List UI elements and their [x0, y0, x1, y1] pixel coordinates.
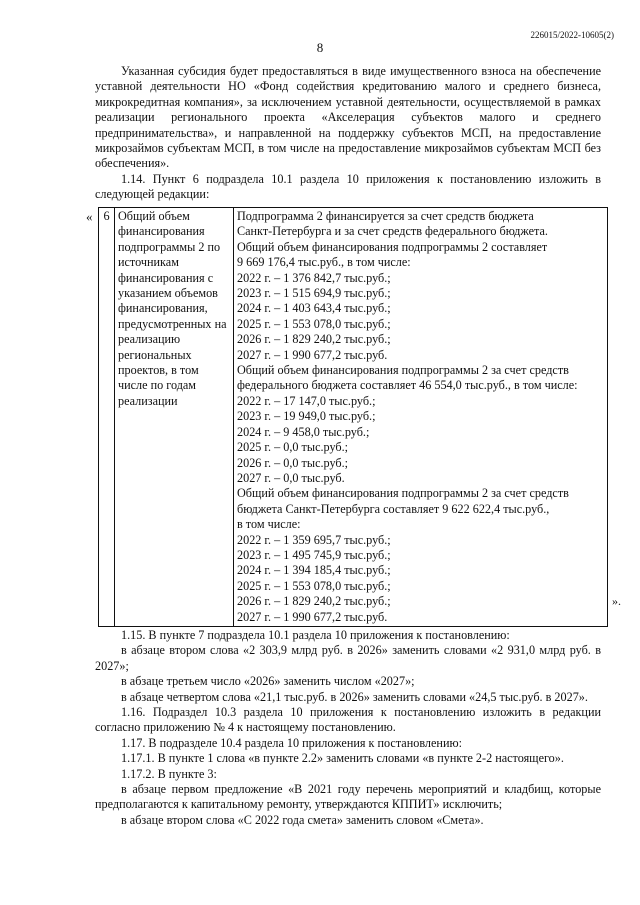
content-line: 2027 г. – 1 990 677,2 тыс.руб.	[237, 609, 388, 624]
content-line: 2025 г. – 0,0 тыс.руб.;	[237, 440, 349, 455]
content-line: Общий объем финансирования подпрограммы 2 за счет средств	[237, 363, 569, 378]
content-line: 2024 г. – 9 458,0 тыс.руб.;	[237, 424, 370, 439]
document-id: 226015/2022-10605(2)	[530, 30, 614, 40]
after-block	[95, 628, 601, 828]
content-line: Общий объем финансирования подпрограммы 2 составляет	[237, 239, 548, 254]
content-line: федерального бюджета составляет 46 554,0 тыс.руб., в том числе:	[237, 378, 578, 393]
row-content-cell	[234, 208, 608, 627]
paragraph: в абзаце втором слова «С 2022 года смета» заменить словом «Смета».	[121, 812, 484, 827]
item-1-15: 1.15. В пункте 7 подраздела 10.1 раздела 10 приложения к постановлению:	[121, 628, 510, 642]
content-line: 2022 г. – 17 147,0 тыс.руб.;	[237, 393, 376, 408]
content-line: Санкт-Петербурга и за счет средств федерального бюджета.	[237, 224, 548, 239]
content-line: 2027 г. – 0,0 тыс.руб.	[237, 470, 345, 485]
close-quote: ».	[612, 594, 621, 608]
content-line: 2024 г. – 1 403 643,4 тыс.руб.;	[237, 301, 391, 316]
item-1-14: 1.14. Пункт 6 подраздела 10.1 раздела 10 приложения к постановлению изложить в следующей редакции:	[95, 171, 601, 202]
content-line: бюджета Санкт-Петербурга составляет 9 622 622,4 тыс.руб.,	[237, 501, 550, 516]
paragraph: в абзаце третьем число «2026» заменить числом «2027»;	[121, 674, 415, 689]
item-1-16: 1.16. Подраздел 10.3 раздела 10 приложения к постановлению изложить в редакции согласно приложению № 4 к настоящему постановлению.	[95, 705, 601, 735]
intro-paragraph: Указанная субсидия будет предоставляться в виде имущественного взноса на обеспечение уставной деятельности НО «Фонд содействия кредитованию малого и среднего бизнеса, микрокредитная компания», за исключением уставной деятельности, осуществляемой в рамках реализации регионального проекта «Акселерация субъектов малого и среднего предпринимательства», и направленной на поддержку субъектов МСП, на предоставление микрозаймов субъектам МСП, в том числе на предоставление микрозаймов субъектам МСП без обеспечения».	[95, 64, 601, 171]
content-line: 2023 г. – 1 515 694,9 тыс.руб.;	[237, 286, 391, 301]
content-line: 2025 г. – 1 553 078,0 тыс.руб.;	[237, 578, 391, 593]
content-line: Подпрограмма 2 финансируется за счет средств бюджета	[237, 209, 534, 223]
paragraph: в абзаце четвертом слова «21,1 тыс.руб. в 2026» заменить словами «24,5 тыс.руб. в 2027».	[121, 689, 588, 704]
paragraph: в абзаце втором слова «2 303,9 млрд руб. в 2026» заменить словами «2 931,0 млрд руб. в 2027»;	[95, 643, 601, 673]
content-line: в том числе:	[237, 517, 301, 532]
table-row	[99, 208, 608, 627]
amendment-table-block	[78, 207, 630, 624]
content-line: 2026 г. – 0,0 тыс.руб.;	[237, 455, 349, 470]
content-line: 2026 г. – 1 829 240,2 тыс.руб.;	[237, 594, 391, 609]
content-line: 2024 г. – 1 394 185,4 тыс.руб.;	[237, 563, 391, 578]
open-quote: «	[86, 209, 93, 224]
item-1-17: 1.17. В подразделе 10.4 раздела 10 приложения к постановлению:	[121, 735, 462, 750]
content-line: 2023 г. – 1 495 745,9 тыс.руб.;	[237, 547, 391, 562]
content-line: 2026 г. – 1 829 240,2 тыс.руб.;	[237, 332, 391, 347]
amendment-table	[98, 207, 608, 627]
row-label-cell: Общий объем финансирования подпрограммы 2 по источникам финансирования с указанием объемов финансирования, предусмотренных на реализацию региональных проектов, в том числе по годам реализации	[115, 208, 234, 627]
item-1-17-1: 1.17.1. В пункте 1 слова «в пункте 2.2» заменить словами «в пункте 2-2 настоящего».	[121, 751, 564, 766]
content-line: 2025 г. – 1 553 078,0 тыс.руб.;	[237, 316, 391, 331]
page-number: 8	[316, 40, 324, 55]
content-line: Общий объем финансирования подпрограммы 2 за счет средств	[237, 486, 569, 501]
item-1-17-2: 1.17.2. В пункте 3:	[121, 766, 217, 781]
content-line: 2022 г. – 1 359 695,7 тыс.руб.;	[237, 532, 391, 547]
content-line: 2027 г. – 1 990 677,2 тыс.руб.	[237, 347, 388, 362]
content-line: 9 669 176,4 тыс.руб., в том числе:	[237, 255, 411, 270]
paragraph: в абзаце первом предложение «В 2021 году перечень мероприятий и кладбищ, которые предполагаются к капитальному ремонту, утверждаются КППИТ» исключить;	[95, 782, 601, 812]
row-number-cell: 6	[99, 208, 115, 627]
content-line: 2023 г. – 19 949,0 тыс.руб.;	[237, 409, 376, 424]
intro-block	[95, 64, 601, 203]
content-line: 2022 г. – 1 376 842,7 тыс.руб.;	[237, 270, 391, 285]
